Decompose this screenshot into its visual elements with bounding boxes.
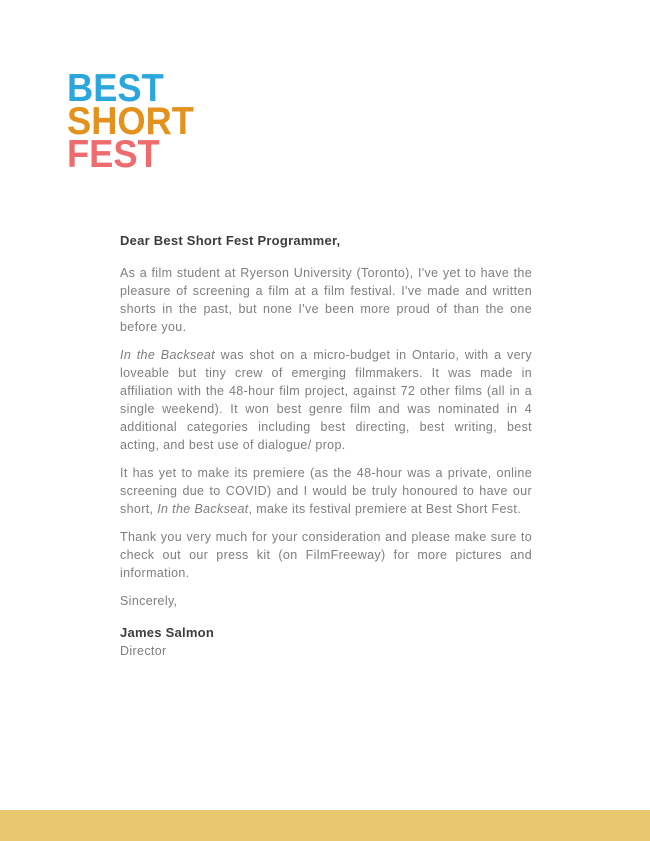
signature-name: James Salmon: [120, 625, 215, 640]
paragraph: [120, 264, 532, 336]
paragraph: [120, 346, 532, 454]
logo-line-best: BEST: [67, 67, 164, 110]
closing: Sincerely,: [120, 594, 178, 608]
footer-gold-bar: [0, 810, 650, 841]
best-short-fest-logo: [67, 67, 194, 176]
paragraph: [120, 528, 532, 582]
film-title-italic: In the Backseat: [157, 502, 249, 516]
paragraph-text: , make its festival premiere at Best Short Fest.: [248, 502, 522, 516]
letter-paragraphs: [120, 264, 532, 582]
paragraph-text: It has yet to make its premiere (as the 48-hour was a private, online screening due to COVID) and I would be truly honoured to have our short,: [120, 466, 532, 516]
paragraph-text: was shot on a micro-budget in Ontario, with a very loveable but tiny crew of emerging filmmakers. It was made in affiliation with the 48-hour film project, against 72 other films (all in a single weekend). It won best genre film and was nominated in 4 additional categories including best directing, best writing, best acting, and best use of dialogue/ prop.: [120, 348, 532, 452]
signature-title: Director: [120, 644, 167, 658]
greeting: Dear Best Short Fest Programmer,: [120, 233, 341, 248]
logo-line-short: SHORT: [67, 100, 194, 143]
letter-content: [120, 232, 532, 660]
film-title-italic: In the Backseat: [120, 348, 215, 362]
paragraph-text: Thank you very much for your consideration and please make sure to check out our press kit (on FilmFreeway) for more pictures and information.: [120, 530, 532, 580]
paragraph-text: As a film student at Ryerson University (Toronto), I've yet to have the pleasure of screening a film at a film festival. I've made and written shorts in the past, but none I've been more proud of than the one before you.: [120, 266, 532, 334]
paragraph: [120, 464, 532, 518]
logo-line-fest: FEST: [67, 133, 160, 176]
